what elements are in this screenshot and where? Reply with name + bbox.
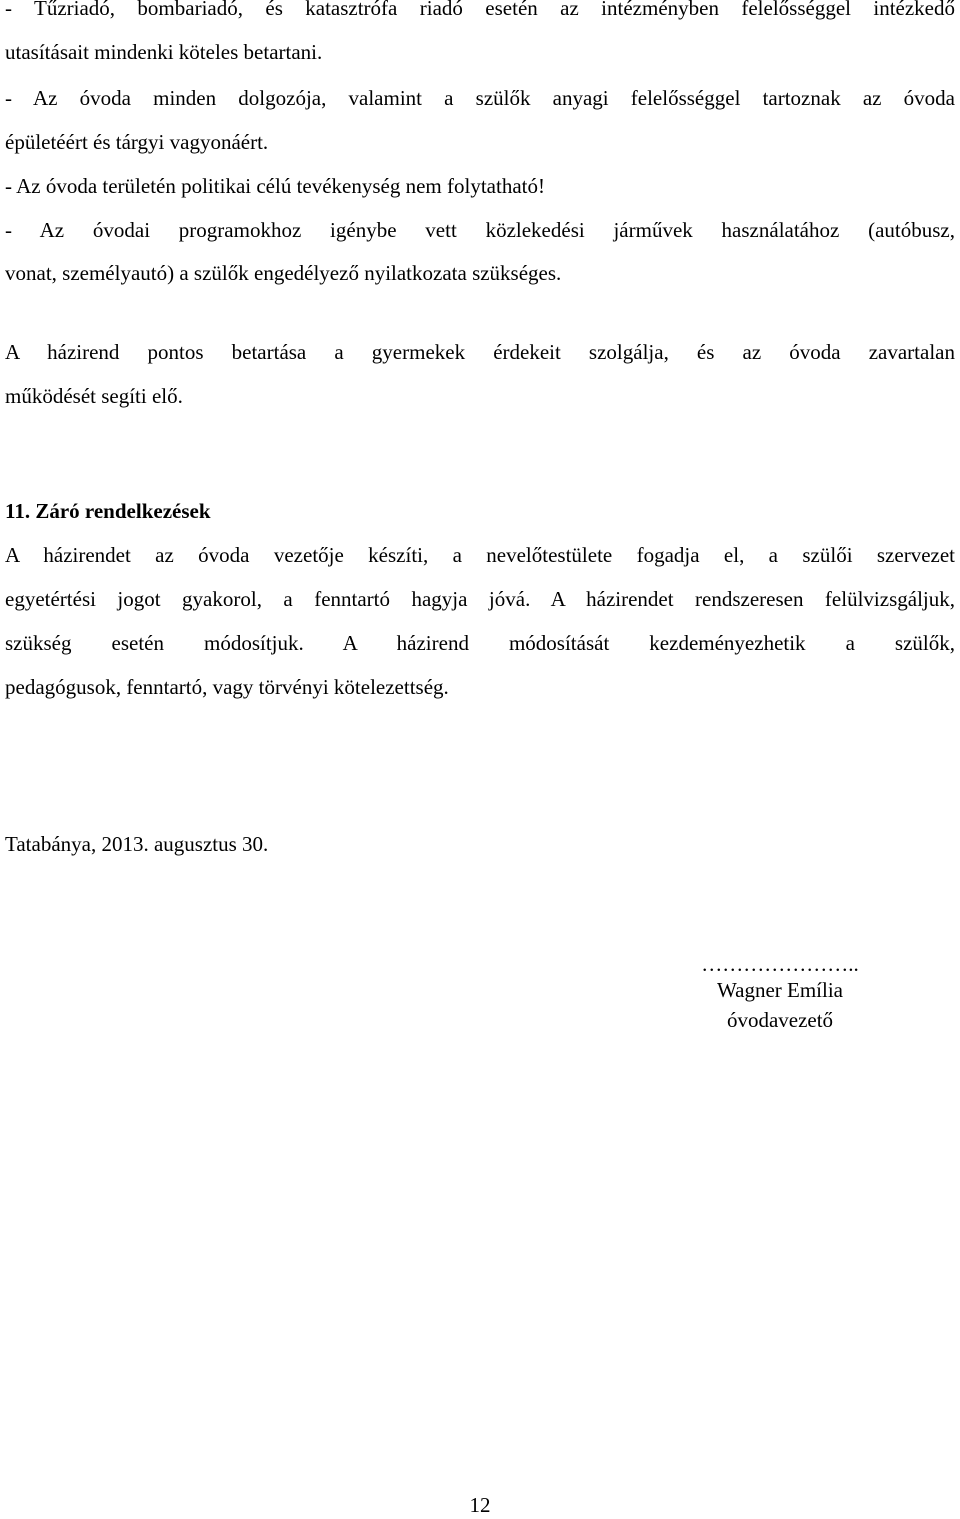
- rule-item-2-line-1: - Az óvoda minden dolgozója, valamint a szülők anyagi felelősséggel tartoznak az óvoda: [5, 86, 955, 110]
- signature-name: Wagner Emília: [716, 978, 843, 1002]
- closing-paragraph-line-4: pedagógusok, fenntartó, vagy törvényi kötelezettség.: [5, 675, 449, 699]
- rule-item-4-line-2: vonat, személyautó) a szülők engedélyező nyilatkozata szükséges.: [5, 261, 562, 285]
- summary-paragraph-line-2: működését segíti elő.: [5, 384, 183, 408]
- rule-item-2-line-2: épületéért és tárgyi vagyonáért.: [5, 130, 269, 154]
- rule-item-1-line-1: - Tűzriadó, bombariadó, és katasztrófa riadó esetén az intézményben felelősséggel intézkedő: [5, 0, 955, 20]
- closing-paragraph-line-2: egyetértési jogot gyakorol, a fenntartó hagyja jóvá. A házirendet rendszeresen felülvizsgáljuk,: [5, 587, 955, 611]
- page-number: 12: [469, 1493, 491, 1517]
- signature-title: óvodavezető: [726, 1008, 834, 1032]
- rule-item-3-line-1: - Az óvoda területén politikai célú tevékenység nem folytatható!: [5, 174, 545, 198]
- signature-dots: …………………..: [701, 952, 859, 976]
- rule-item-1-line-2: utasításait mindenki köteles betartani.: [5, 40, 323, 64]
- summary-paragraph-line-1: A házirend pontos betartása a gyermekek érdekeit szolgálja, és az óvoda zavartalan: [5, 340, 955, 364]
- place-date: Tatabánya, 2013. augusztus 30.: [5, 832, 269, 856]
- rule-item-4-line-1: - Az óvodai programokhoz igénybe vett közlekedési járművek használatához (autóbusz,: [5, 218, 955, 242]
- closing-section-heading: 11. Záró rendelkezések: [5, 499, 211, 523]
- closing-paragraph-line-3: szükség esetén módosítjuk. A házirend módosítását kezdeményezhetik a szülők,: [5, 631, 955, 655]
- closing-paragraph-line-1: A házirendet az óvoda vezetője készíti, a nevelőtestülete fogadja el, a szülői szervezet: [5, 543, 955, 567]
